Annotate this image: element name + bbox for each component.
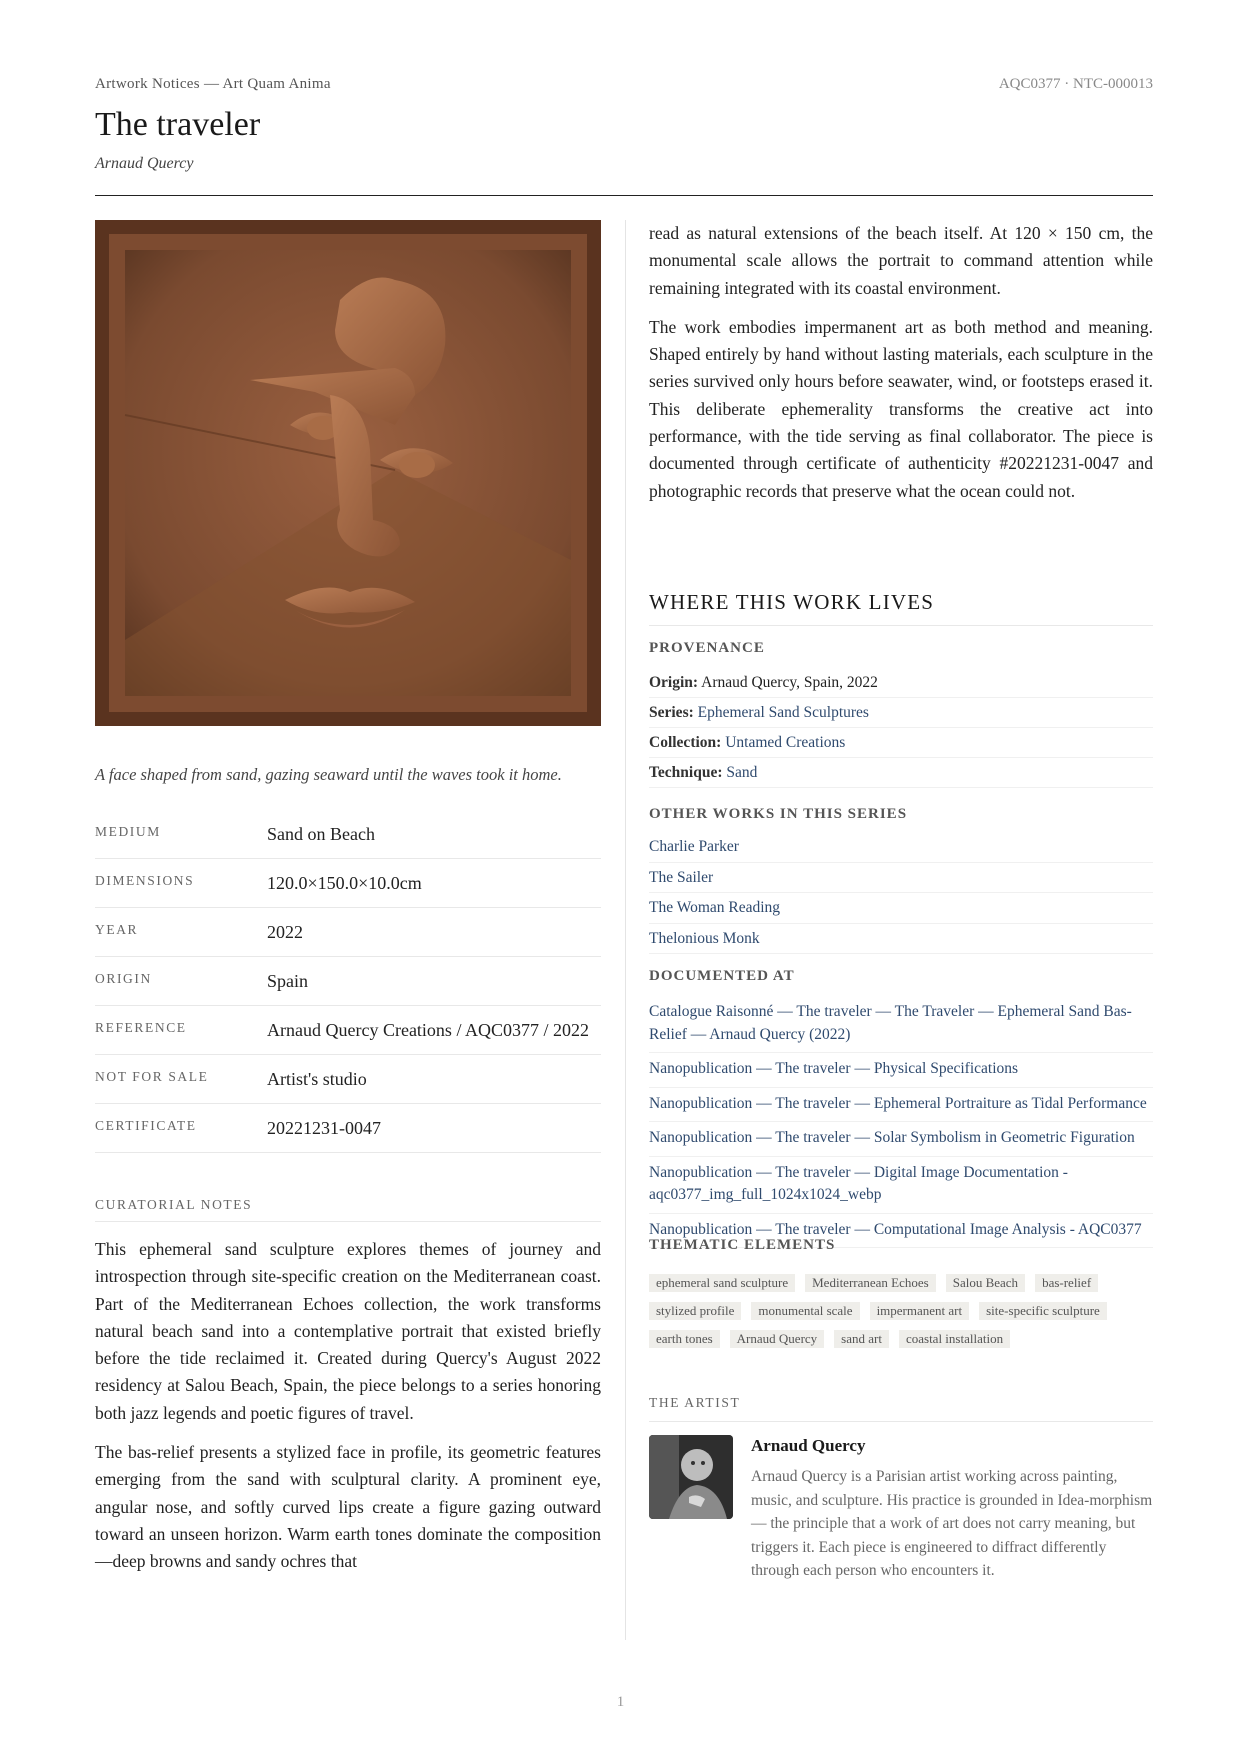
artwork-image — [95, 220, 601, 726]
spec-row — [95, 1104, 601, 1153]
spec-table — [95, 810, 601, 1153]
spec-label: MEDIUM — [95, 824, 161, 839]
provenance-label: Technique: — [649, 764, 723, 781]
publication-kicker: Artwork Notices — Art Quam Anima — [95, 76, 331, 92]
provenance-row — [649, 728, 1153, 758]
theme-tag[interactable]: coastal installation — [899, 1330, 1010, 1348]
provenance-row — [649, 758, 1153, 788]
documentation-link[interactable]: Nanopublication — The traveler — Computational Image Analysis - AQC0377 — [649, 1214, 1153, 1249]
spec-value: Sand on Beach — [267, 824, 375, 844]
theme-tag[interactable]: stylized profile — [649, 1302, 741, 1320]
documentation-link[interactable]: Nanopublication — The traveler — Solar Symbolism in Geometric Figuration — [649, 1122, 1153, 1157]
collection-link[interactable]: Untamed Creations — [725, 734, 846, 751]
other-works-heading: OTHER WORKS IN THIS SERIES — [649, 806, 908, 822]
spec-row — [95, 859, 601, 908]
spec-value: 20221231-0047 — [267, 1118, 381, 1138]
documented-at-heading: DOCUMENTED AT — [649, 968, 795, 984]
artist-bio: Arnaud Quercy is a Parisian artist working across painting, music, and sculpture. His practice is grounded in Idea-morphism — the principle that a work of art does not carry meaning, but triggers it. Each piece is engineered to diffract differently through each person who encounters it. — [751, 1468, 1153, 1579]
curatorial-paragraph: This ephemeral sand sculpture explores themes of journey and introspection through site-specific creation on the Mediterranean coast. Part of the Mediterranean Echoes collection, the work transforms natural beach sand into a contemplative portrait that existed briefly before the tide reclaimed it. Created during Quercy's August 2022 residency at Salou Beach, Spain, the piece belongs to a series honoring both jazz legends and poetic figures of travel. — [95, 1239, 601, 1423]
theme-tag[interactable]: bas-relief — [1035, 1274, 1098, 1292]
spec-row — [95, 908, 601, 957]
curatorial-paragraph: The work embodies impermanent art as both method and meaning. Shaped entirely by hand without lasting materials, each sculpture in the series survived only hours before seawater, wind, or footsteps erased it. This deliberate ephemerality transforms the creative act into performance, with the tide serving as final collaborator. The piece is documented through certificate of authenticity #20221231-0047 and photographic records that preserve what the ocean could not. — [649, 316, 1153, 501]
artist-byline: Arnaud Quercy — [95, 155, 194, 172]
documented-at-list — [649, 996, 1153, 1248]
documentation-link[interactable]: Catalogue Raisonné — The traveler — The Traveler — Ephemeral Sand Bas-Relief — Arnaud Quercy (2022) — [649, 996, 1153, 1053]
series-link[interactable]: Ephemeral Sand Sculptures — [697, 704, 869, 721]
provenance-label: Origin: — [649, 674, 699, 691]
artwork-title: The traveler — [95, 106, 261, 143]
theme-tag[interactable]: sand art — [834, 1330, 889, 1348]
other-work-link[interactable]: The Woman Reading — [649, 893, 1153, 924]
spec-value: 2022 — [267, 922, 303, 942]
theme-tag[interactable]: monumental scale — [751, 1302, 859, 1320]
theme-tag[interactable]: Salou Beach — [946, 1274, 1025, 1292]
reference-id: AQC0377 · NTC-000013 — [998, 76, 1153, 92]
theme-tag[interactable]: impermanent art — [870, 1302, 970, 1320]
spec-value: Spain — [267, 971, 309, 991]
spec-label: CERTIFICATE — [95, 1118, 197, 1133]
thematic-tags — [649, 1274, 1153, 1348]
provenance-heading: PROVENANCE — [649, 640, 765, 656]
spec-value: 120.0×150.0×10.0cm — [267, 873, 422, 893]
spec-row — [95, 810, 601, 859]
thematic-elements-heading: THEMATIC ELEMENTS — [649, 1237, 836, 1253]
curatorial-paragraph: read as natural extensions of the beach itself. At 120 × 150 cm, the monumental scale allows the portrait to command attention while remaining integrated with its coastal environment. — [649, 223, 1153, 298]
spec-value: Arnaud Quercy Creations / AQC0377 / 2022 — [267, 1020, 589, 1040]
other-works-list — [649, 832, 1153, 954]
column-divider — [625, 220, 626, 1640]
spec-label: REFERENCE — [95, 1020, 187, 1035]
provenance-list — [649, 668, 1153, 788]
artwork-caption: A face shaped from sand, gazing seaward until the waves took it home. — [95, 765, 562, 784]
curatorial-notes — [95, 1236, 601, 1588]
artist-name: Arnaud Quercy — [751, 1436, 866, 1455]
spec-label: ORIGIN — [95, 971, 152, 986]
theme-tag[interactable]: ephemeral sand sculpture — [649, 1274, 795, 1292]
the-artist-heading: THE ARTIST — [649, 1395, 1153, 1422]
spec-label: YEAR — [95, 922, 139, 937]
spec-label: DIMENSIONS — [95, 873, 195, 888]
theme-tag[interactable]: Mediterranean Echoes — [805, 1274, 936, 1292]
provenance-row — [649, 698, 1153, 728]
technique-link[interactable]: Sand — [726, 764, 758, 781]
where-this-work-lives-heading: WHERE THIS WORK LIVES — [649, 590, 1153, 626]
documentation-link[interactable]: Nanopublication — The traveler — Physical Specifications — [649, 1053, 1153, 1088]
spec-row — [95, 957, 601, 1006]
provenance-value: Arnaud Quercy, Spain, 2022 — [701, 674, 878, 691]
provenance-label: Series: — [649, 704, 694, 721]
provenance-row — [649, 668, 1153, 698]
other-work-link[interactable]: Thelonious Monk — [649, 924, 1153, 955]
spec-row — [95, 1055, 601, 1104]
documentation-link[interactable]: Nanopublication — The traveler — Digital Image Documentation - aqc0377_img_full_1024x1024_webp — [649, 1157, 1153, 1214]
theme-tag[interactable]: site-specific sculpture — [979, 1302, 1107, 1320]
header-rule — [95, 195, 1153, 196]
theme-tag[interactable]: earth tones — [649, 1330, 720, 1348]
page-number: 1 — [616, 1694, 625, 1710]
provenance-label: Collection: — [649, 734, 722, 751]
theme-tag[interactable]: Arnaud Quercy — [730, 1330, 825, 1348]
artist-photo — [649, 1435, 733, 1519]
documentation-link[interactable]: Nanopublication — The traveler — Ephemeral Portraiture as Tidal Performance — [649, 1088, 1153, 1123]
right-column-text — [649, 220, 1153, 517]
spec-label: NOT FOR SALE — [95, 1069, 209, 1084]
spec-value: Artist's studio — [267, 1069, 367, 1089]
spec-row — [95, 1006, 601, 1055]
other-work-link[interactable]: The Sailer — [649, 863, 1153, 894]
other-work-link[interactable]: Charlie Parker — [649, 832, 1153, 863]
curatorial-notes-heading: CURATORIAL NOTES — [95, 1197, 601, 1222]
curatorial-paragraph: The bas-relief presents a stylized face in profile, its geometric features emerging from the sand with sculptural clarity. A prominent eye, angular nose, and softly curved lips create a figure gazing outward toward an unseen horizon. Warm earth tones dominate the composition—deep browns and sandy ochres that — [95, 1442, 601, 1572]
page-header — [95, 76, 1153, 96]
